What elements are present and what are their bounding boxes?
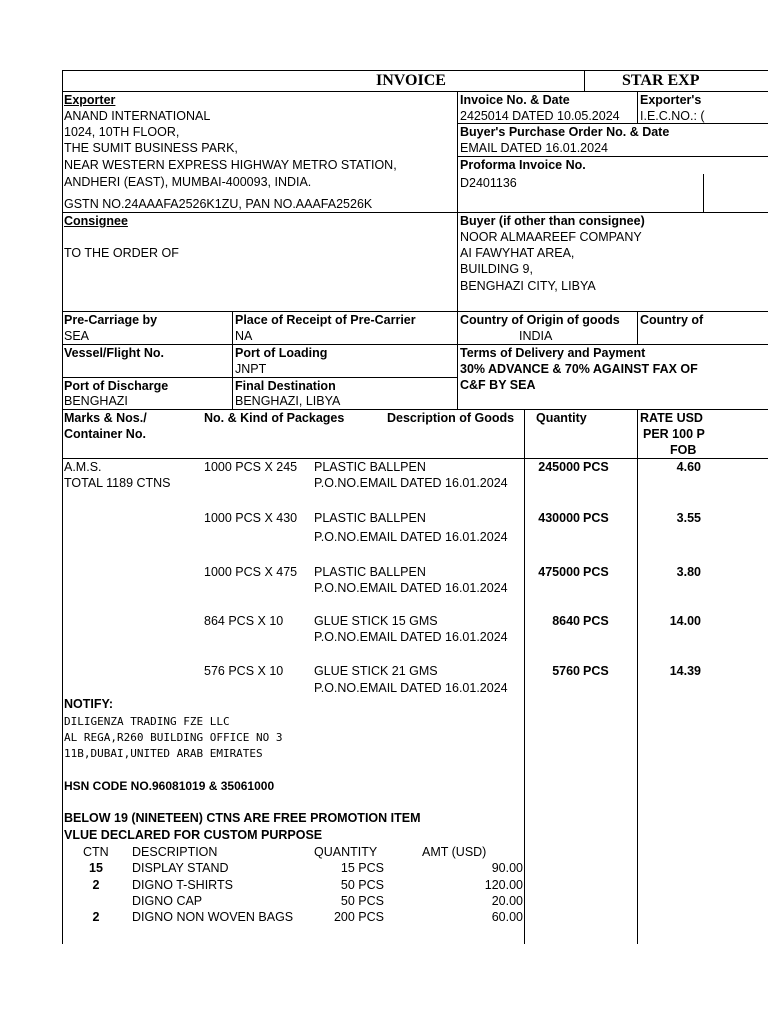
promo-amt: 20.00 bbox=[491, 894, 523, 908]
item-qty: 8640 bbox=[552, 614, 580, 628]
item-ref: P.O.NO.EMAIL DATED 16.01.2024 bbox=[314, 581, 508, 595]
brand-name: STAR EXP bbox=[622, 72, 700, 89]
item-qty: 5760 bbox=[552, 664, 580, 678]
invoice-no-value: 2425014 DATED 10.05.2024 bbox=[460, 109, 620, 123]
vline-exporter-ref bbox=[637, 91, 638, 123]
promo-qty: 50 PCS bbox=[340, 894, 384, 908]
promo-header-qty: QUANTITY bbox=[314, 845, 378, 859]
po-label: Buyer's Purchase Order No. & Date bbox=[460, 125, 670, 139]
vline-mid bbox=[457, 91, 458, 409]
vline-shipping bbox=[232, 311, 233, 409]
item-packages: 1000 PCS X 245 bbox=[204, 460, 298, 474]
col-marks: Container No. bbox=[64, 427, 146, 441]
discharge-value: BENGHAZI bbox=[64, 394, 128, 408]
promo-qty: 15 PCS bbox=[340, 861, 384, 875]
promo-note: BELOW 19 (NINETEEN) CTNS ARE FREE PROMOTION ITEM bbox=[64, 811, 421, 825]
item-unit: PCS bbox=[583, 511, 609, 525]
item-ref: P.O.NO.EMAIL DATED 16.01.2024 bbox=[314, 530, 508, 544]
item-packages: 1000 PCS X 430 bbox=[204, 511, 298, 525]
notify-line: 11B,DUBAI,UNITED ARAB EMIRATES bbox=[64, 747, 263, 760]
col-rate: FOB bbox=[670, 443, 697, 457]
item-unit: PCS bbox=[583, 460, 609, 474]
promo-note: VLUE DECLARED FOR CUSTOM PURPOSE bbox=[64, 828, 323, 842]
item-rate: 14.39 bbox=[669, 664, 701, 678]
promo-header-amt: AMT (USD) bbox=[422, 845, 487, 859]
origin-value: INDIA bbox=[519, 329, 553, 343]
exporter-ref-value: I.E.C.NO.: ( bbox=[640, 109, 705, 123]
item-packages: 1000 PCS X 475 bbox=[204, 565, 298, 579]
exporter-line: ANDHERI (EAST), MUMBAI-400093, INDIA. bbox=[64, 175, 312, 189]
final-dest-value: BENGHAZI, LIBYA bbox=[235, 394, 341, 408]
item-packages: 576 PCS X 10 bbox=[204, 664, 284, 678]
border-left bbox=[62, 70, 63, 944]
invoice-no-label: Invoice No. & Date bbox=[460, 93, 570, 107]
exporter-gstn: GSTN NO.24AAAFA2526K1ZU, PAN NO.AAAFA2526K bbox=[64, 197, 373, 211]
item-desc: GLUE STICK 21 GMS bbox=[314, 664, 438, 678]
item-rate: 3.55 bbox=[676, 511, 701, 525]
exporter-line: THE SUMIT BUSINESS PARK, bbox=[64, 141, 238, 155]
buyer-line: BUILDING 9, bbox=[460, 262, 533, 276]
item-unit: PCS bbox=[583, 664, 609, 678]
proforma-label: Proforma Invoice No. bbox=[460, 158, 586, 172]
receipt-label: Place of Receipt of Pre-Carrier bbox=[235, 313, 416, 327]
terms-line: C&F BY SEA bbox=[460, 378, 536, 392]
buyer-line: NOOR ALMAAREEF COMPANY bbox=[460, 230, 642, 244]
vline-title bbox=[584, 70, 585, 91]
promo-amt: 120.00 bbox=[484, 878, 523, 892]
exporter-ref-label: Exporter's bbox=[640, 93, 702, 107]
vline-origin bbox=[637, 311, 638, 344]
col-rate: RATE USD bbox=[640, 411, 703, 425]
item-desc: PLASTIC BALLPEN bbox=[314, 565, 426, 579]
terms-label: Terms of Delivery and Payment bbox=[460, 346, 646, 360]
item-desc: PLASTIC BALLPEN bbox=[314, 460, 426, 474]
precarriage-label: Pre-Carriage by bbox=[64, 313, 158, 327]
item-desc: GLUE STICK 15 GMS bbox=[314, 614, 438, 628]
item-rate: 4.60 bbox=[676, 460, 701, 474]
col-description: Description of Goods bbox=[387, 411, 515, 425]
item-desc: PLASTIC BALLPEN bbox=[314, 511, 426, 525]
vline-proforma-right bbox=[703, 174, 704, 212]
item-qty: 475000 bbox=[538, 565, 580, 579]
receipt-value: NA bbox=[235, 329, 253, 343]
loading-value: JNPT bbox=[235, 362, 267, 376]
promo-qty: 50 PCS bbox=[340, 878, 384, 892]
item-ref: P.O.NO.EMAIL DATED 16.01.2024 bbox=[314, 681, 508, 695]
invoice-title: INVOICE bbox=[376, 72, 446, 89]
po-value: EMAIL DATED 16.01.2024 bbox=[460, 141, 608, 155]
promo-amt: 90.00 bbox=[491, 861, 523, 875]
vline-rate bbox=[637, 409, 638, 944]
exporter-line: ANAND INTERNATIONAL bbox=[64, 109, 211, 123]
promo-desc: DIGNO NON WOVEN BAGS bbox=[132, 910, 294, 924]
notify-label: NOTIFY: bbox=[64, 697, 114, 711]
col-packages: No. & Kind of Packages bbox=[204, 411, 345, 425]
item-ref: P.O.NO.EMAIL DATED 16.01.2024 bbox=[314, 630, 508, 644]
marks-line: A.M.S. bbox=[64, 460, 102, 474]
terms-line: 30% ADVANCE & 70% AGAINST FAX OF bbox=[460, 362, 698, 376]
notify-line: DILIGENZA TRADING FZE LLC bbox=[64, 715, 230, 728]
item-unit: PCS bbox=[583, 614, 609, 628]
buyer-line: BENGHAZI CITY, LIBYA bbox=[460, 279, 596, 293]
promo-ctn: 15 bbox=[89, 861, 103, 875]
item-rate: 14.00 bbox=[669, 614, 701, 628]
promo-header-desc: DESCRIPTION bbox=[132, 845, 218, 859]
buyer-label: Buyer (if other than consignee) bbox=[460, 214, 645, 228]
promo-ctn: 2 bbox=[92, 878, 100, 892]
col-quantity: Quantity bbox=[536, 411, 587, 425]
exporter-label: Exporter bbox=[64, 93, 116, 107]
rule-vessel bbox=[62, 344, 768, 345]
loading-label: Port of Loading bbox=[235, 346, 328, 360]
exporter-line: 1024, 10TH FLOOR, bbox=[64, 125, 180, 139]
origin-label: Country of Origin of goods bbox=[460, 313, 620, 327]
discharge-label: Port of Discharge bbox=[64, 379, 169, 393]
buyer-line: AI FAWYHAT AREA, bbox=[460, 246, 575, 260]
item-packages: 864 PCS X 10 bbox=[204, 614, 284, 628]
exporter-line: NEAR WESTERN EXPRESS HIGHWAY METRO STATION, bbox=[64, 158, 397, 172]
notify-line: AL REGA,R260 BUILDING OFFICE NO 3 bbox=[64, 731, 283, 744]
dest-country-label: Country of bbox=[640, 313, 704, 327]
promo-ctn: 2 bbox=[92, 910, 100, 924]
rule-consignee bbox=[62, 212, 768, 213]
promo-desc: DISPLAY STAND bbox=[132, 861, 229, 875]
item-unit: PCS bbox=[583, 565, 609, 579]
marks-line: TOTAL 1189 CTNS bbox=[64, 476, 171, 490]
consignee-value: TO THE ORDER OF bbox=[64, 246, 179, 260]
vessel-label: Vessel/Flight No. bbox=[64, 346, 165, 360]
promo-header-ctn: CTN bbox=[83, 845, 109, 859]
item-rate: 3.80 bbox=[676, 565, 701, 579]
item-qty: 245000 bbox=[538, 460, 580, 474]
consignee-label: Consignee bbox=[64, 214, 128, 228]
promo-desc: DIGNO CAP bbox=[132, 894, 203, 908]
item-ref: P.O.NO.EMAIL DATED 16.01.2024 bbox=[314, 476, 508, 490]
col-rate: PER 100 P bbox=[643, 427, 705, 441]
hsn-code: HSN CODE NO.96081019 & 35061000 bbox=[64, 779, 275, 793]
final-dest-label: Final Destination bbox=[235, 379, 336, 393]
promo-amt: 60.00 bbox=[491, 910, 523, 924]
item-qty: 430000 bbox=[538, 511, 580, 525]
proforma-value: D2401136 bbox=[460, 176, 517, 190]
promo-desc: DIGNO T-SHIRTS bbox=[132, 878, 233, 892]
col-marks: Marks & Nos./ bbox=[64, 411, 147, 425]
promo-qty: 200 PCS bbox=[333, 910, 384, 924]
precarriage-value: SEA bbox=[64, 329, 90, 343]
